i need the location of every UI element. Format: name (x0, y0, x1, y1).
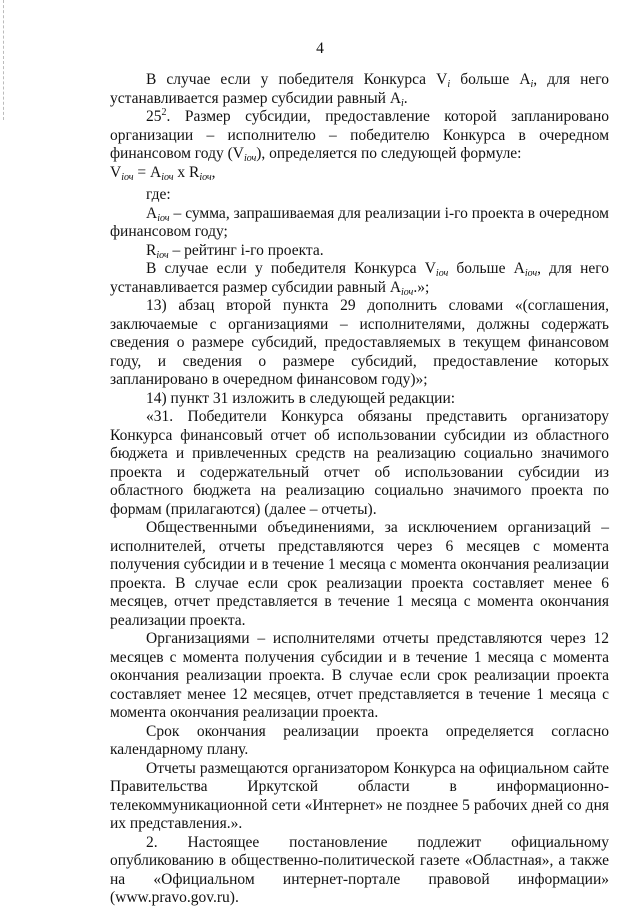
paragraph-winner-subsidy-next-year: В случае если у победителя Конкурса $V_{iоч}$ больше $A_{iоч}$, для него устанавливается размер субсидии равный $A_{iоч}$.»; (110, 260, 609, 298)
definition-r: $R_{iоч}$ – рейтинг i-го проекта. (146, 241, 324, 261)
paragraph-public-associations: Общественными объединениями, за исключением организаций – исполнителей, отчеты представляются через 6 месяцев с момента получения субсидии и в течение 1 месяца с момента окончания реализации проекта. В случае если срок реализации проекта составляет менее 6 месяцев, отчет представляется в течение 1 месяца с момента окончания реализации проекта. (110, 519, 609, 629)
definition-a: $A_{iоч}$ – сумма, запрашиваемая для реализации i-го проекта в очередном финансовом году; (110, 204, 609, 240)
paragraph-reports-publication: Отчеты размещаются организатором Конкурса на официальном сайте Правительства Иркутской области в информационно-телекоммуникационной сети «Интернет» не позднее 5 рабочих дней со дня их представления.». (110, 759, 609, 832)
paragraph-25-2: $25^2$. Размер субсидии, предоставление которой запланировано организации – исполнителю – победителю Конкурса в очередном финансовом году $(V_{iоч})$, определяется по следующей формуле: (110, 106, 609, 164)
paragraph-project-deadline: Срок окончания реализации проекта определяется согласно календарному плану. (110, 722, 609, 758)
paragraph-item-14: 14) пункт 31 изложить в следующей редакции: (146, 389, 456, 407)
paragraph-winner-subsidy: В случае если у победителя Конкурса $V_i$ больше $A_i$, для него устанавливается размер субсидии равный $A_i$. (110, 71, 609, 109)
paragraph-item-13: 13) абзац второй пункта 29 дополнить словами «(соглашения, заключаемые с организациями – исполнителями, должны содержать сведения о размере субсидий, предоставляемых в текущем финансовом году, и сведения о размере субсидий, предоставление которых запланировано в очередном финансовом году)»; (110, 297, 609, 388)
subsidy-formula: $V_{iоч} = A_{iоч}$ x $R_{iоч}$, (110, 163, 216, 183)
page-number: 4 (316, 40, 324, 57)
paragraph-31: «31. Победители Конкурса обязаны представить организатору Конкурса финансовый отчет об использовании субсидии из областного бюджета и привлеченных средств на реализацию социально значимого проекта и содержательный отчет об использовании субсидии из областного бюджета на реализацию социально значимого проекта по формам (прилагаются) (далее – отчеты). (110, 408, 609, 518)
scan-edge-line (3, 0, 5, 120)
paragraph-organizations-executors: Организациями – исполнителями отчеты представляются через 12 месяцев с момента получения субсидии и в течение 1 месяца с момента окончания реализации проекта. В случае если срок реализации проекта составляет менее 12 месяцев, отчет представляется в течение 1 месяца с момента окончания реализации проекта. (110, 630, 609, 721)
where-label: где: (146, 186, 171, 203)
paragraph-official-publication: 2. Настоящее постановление подлежит официальному опубликованию в общественно-политической газете «Областная», а также на «Официальном интернет-портале правовой информации» (www.pravo.gov.ru). (110, 833, 609, 906)
document-body (110, 71, 609, 908)
